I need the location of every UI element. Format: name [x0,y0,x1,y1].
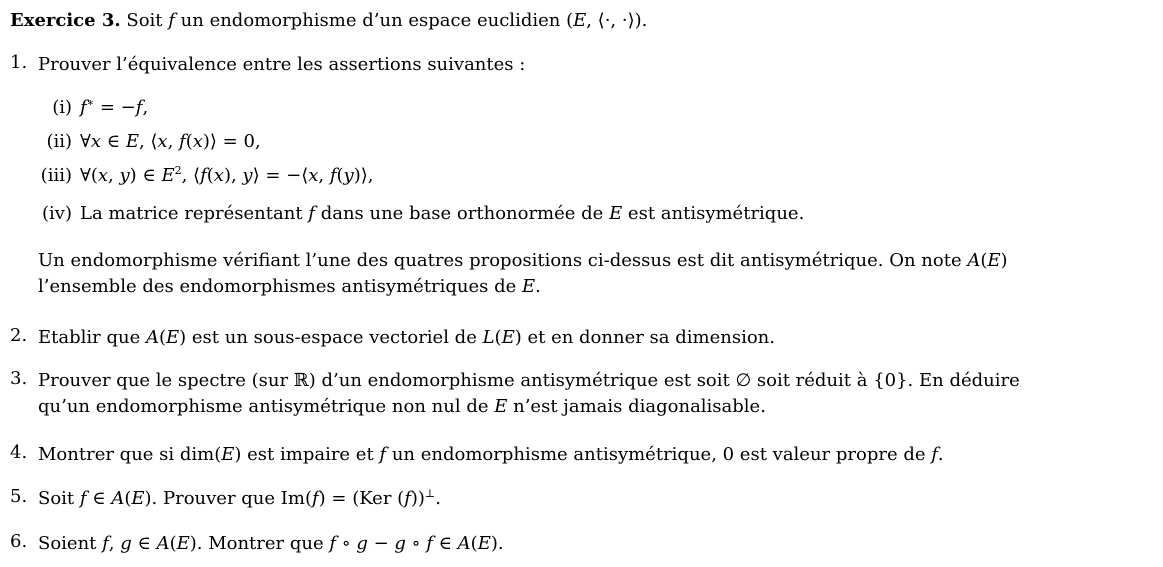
text-segment: f [308,203,315,224]
text-segment: A [111,488,125,509]
assertion-formula [80,129,261,155]
note-paragraph [10,248,1153,300]
assertion-formula [80,201,804,227]
text-segment: E [125,131,139,152]
text-segment: . [535,276,541,297]
text-segment: x [97,165,109,186]
text-segment: La matrice représentant [80,203,309,224]
text-line [38,442,1153,468]
text-segment: , [142,97,149,118]
text-segment: f [179,131,186,152]
question-item-3 [10,368,1153,420]
text-segment: f [379,444,387,465]
text-segment: E [573,10,587,31]
assertion-label: (iv) [42,203,72,224]
text-segment: ∘ [336,533,357,554]
text-segment: E [161,165,175,186]
text-segment: ( [169,533,177,554]
question-item-6 [10,531,1153,557]
assertion-item-iii [10,163,1153,189]
text-segment: x [192,131,203,152]
text-segment: A [145,327,159,348]
text-segment: E [609,203,623,224]
text-segment: ∀( [80,165,98,186]
text-segment: , [318,165,330,186]
text-segment: , [108,533,121,554]
text-segment: E [176,533,190,554]
text-segment: ( [336,165,344,186]
text-segment: , ⟨ [181,165,201,186]
text-segment: Soit [38,488,80,509]
text-segment: ∈ [131,533,157,554]
text-segment: Prouver l’équivalence entre les assertions suivantes : [38,54,526,75]
text-segment: y [343,165,354,186]
text-segment: E [221,444,235,465]
text-segment: E [501,327,515,348]
text-segment: g [394,533,406,554]
question-text [38,325,1153,351]
question-number: 1. [10,52,28,73]
text-segment: E [477,533,491,554]
text-segment: f [200,165,207,186]
text-segment: , ⟨ [138,131,158,152]
text-segment: Prouver que le spectre (sur ℝ) d’un endomorphisme antisymétrique est soit ∅ soit réduit à {0}. En déduire [38,370,1020,391]
question-number: 4. [10,442,28,463]
text-segment: l’ensemble des endomorphismes antisymétriques de [38,276,523,297]
text-segment: ⊥ [424,487,436,500]
text-segment: )) [410,488,425,509]
text-segment: ( [980,250,988,271]
text-segment: un endomorphisme d’un espace euclidien ( [174,10,574,31]
text-line [38,394,1153,420]
question-item-2 [10,325,1153,351]
text-segment: ). Prouver que Im( [144,488,312,509]
text-segment: ( [158,327,166,348]
question-text [38,442,1153,468]
text-segment: f [931,444,938,465]
text-segment: Etablir que [38,327,146,348]
text-segment: ( [124,488,132,509]
question-number: 3. [10,368,28,389]
text-segment: y [242,165,253,186]
text-segment: dans une base orthonormée de [314,203,610,224]
question-text [38,52,1153,78]
assertion-label: (ii) [46,131,72,152]
text-segment: f [135,97,143,118]
text-segment: ⟩ = −⟨ [252,165,309,186]
text-segment: , [108,165,120,186]
text-segment: E [987,250,1001,271]
text-segment: f [404,488,411,509]
text-segment: A [457,533,471,554]
question-text [38,531,1153,557]
text-segment: x [90,131,102,152]
text-segment: E [522,276,536,297]
question-number: 6. [10,531,28,552]
text-segment: un endomorphisme antisymétrique, 0 est valeur propre de [386,444,932,465]
text-line [38,325,1153,351]
text-segment: f [102,533,109,554]
text-segment: ). [490,533,504,554]
text-segment: E [166,327,180,348]
text-segment: est antisymétrique. [622,203,805,224]
text-segment: E [131,488,145,509]
text-segment: ) ∈ [129,165,162,186]
text-segment: Soient [38,533,103,554]
text-segment: Un endomorphisme vérifiant l’une des quatres propositions ci-dessus est dit antisymétrique. On note [38,250,968,271]
text-segment: n’est jamais diagonalisable. [507,396,766,417]
text-segment: , ⟨·, ·⟩). [586,10,648,31]
question-item-1 [10,52,1153,78]
assertion-label: (i) [52,97,72,118]
text-segment: g [356,533,368,554]
text-segment: x [213,165,224,186]
text-segment: g [120,533,132,554]
text-segment: Soit [120,10,169,31]
text-segment: ∀ [80,131,91,152]
text-segment: ∈ [86,488,112,509]
text-segment: E [494,396,508,417]
text-segment: ∈ [432,533,458,554]
text-segment: ∈ [101,131,126,152]
text-segment: f [79,488,87,509]
text-segment: . [937,444,944,465]
text-segment: ( [494,327,502,348]
text-segment: A [156,533,170,554]
text-segment: qu’un endomorphisme antisymétrique non nul de [38,396,495,417]
question-text [38,486,1153,512]
question-text [38,368,1153,420]
text-segment: ∗ [86,96,95,109]
text-segment: − [367,533,395,554]
text-segment: ), [223,165,243,186]
text-line [38,531,1153,557]
paragraph-text [38,248,1153,300]
text-segment: y [119,165,130,186]
question-item-5 [10,486,1153,512]
text-segment: ) est impaire et [234,444,380,465]
text-segment: ( [470,533,478,554]
text-segment: )⟩, [353,165,374,186]
text-segment: ∘ [405,533,427,554]
text-line [38,248,1153,274]
text-segment: L [482,327,495,348]
text-segment: ( [206,165,214,186]
text-segment: ) [1000,250,1008,271]
text-segment: x [157,131,168,152]
text-segment: Montrer que si dim( [38,444,222,465]
text-segment: ( [185,131,193,152]
text-segment: f [311,488,319,509]
text-segment: ) est un sous-espace vectoriel de [179,327,483,348]
text-segment: = − [94,97,136,118]
text-line [38,368,1153,394]
text-segment: Exercice 3. [10,10,121,31]
assertion-formula [80,95,148,121]
assertion-item-ii [10,129,1153,155]
exercise-heading [10,8,1153,34]
text-segment: A [967,250,981,271]
text-segment: , [167,131,180,152]
question-number: 5. [10,486,28,507]
text-segment: ) = (Ker ( [318,488,405,509]
assertion-item-iv [10,201,1153,227]
question-item-4 [10,442,1153,468]
text-segment: 2 [174,164,182,177]
text-segment: x [308,165,319,186]
text-segment: f [329,165,337,186]
text-line [38,486,1153,512]
text-segment: f [168,10,175,31]
text-segment: f [426,533,433,554]
text-segment: . [435,488,441,509]
text-segment: f [329,533,337,554]
text-segment: ). Montrer que [189,533,330,554]
assertion-formula [80,163,374,189]
question-number: 2. [10,325,28,346]
text-line [38,52,1153,78]
text-segment: )⟩ = 0, [202,131,261,152]
text-line [38,274,1153,300]
assertion-label: (iii) [40,165,72,186]
assertion-item-i [10,95,1153,121]
text-segment: ) et en donner sa dimension. [514,327,775,348]
text-segment: f [80,97,87,118]
